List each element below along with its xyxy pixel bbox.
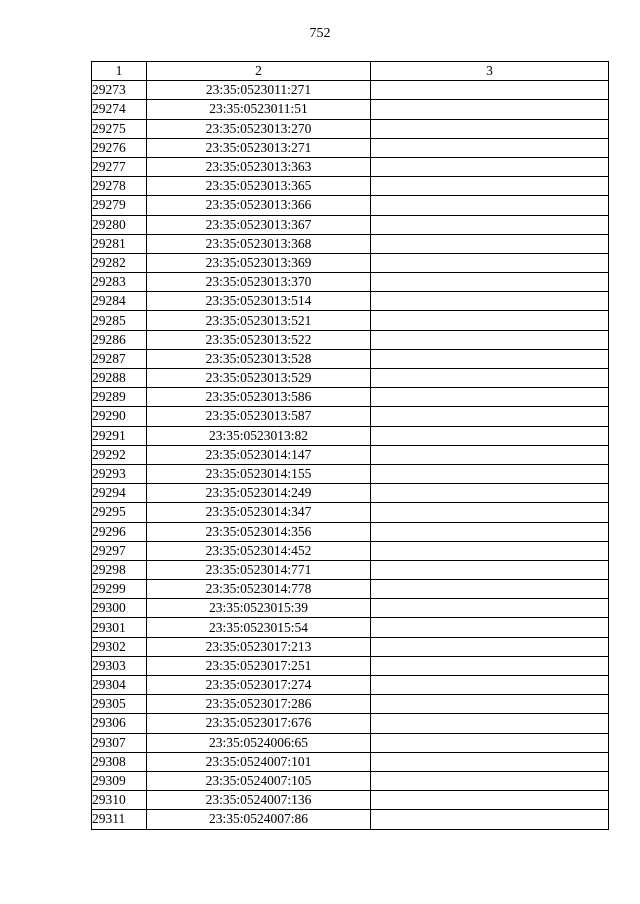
note-cell (371, 445, 609, 464)
row-number-cell: 29307 (92, 733, 147, 752)
note-cell (371, 541, 609, 560)
table-row (92, 599, 609, 618)
note-cell (371, 234, 609, 253)
cadastral-number-cell: 23:35:0523014:356 (147, 522, 371, 541)
row-number-cell: 29304 (92, 676, 147, 695)
table-row (92, 522, 609, 541)
row-number-cell: 29276 (92, 138, 147, 157)
table-row (92, 637, 609, 656)
cadastral-number-cell: 23:35:0523013:271 (147, 138, 371, 157)
row-number-cell: 29284 (92, 292, 147, 311)
row-number-cell: 29280 (92, 215, 147, 234)
row-number-cell: 29287 (92, 349, 147, 368)
row-number-cell: 29278 (92, 177, 147, 196)
row-number-cell: 29283 (92, 273, 147, 292)
cadastral-number-cell: 23:35:0523014:347 (147, 503, 371, 522)
table-body (92, 81, 609, 829)
note-cell (371, 330, 609, 349)
table-row (92, 618, 609, 637)
cadastral-number-cell: 23:35:0523013:522 (147, 330, 371, 349)
note-cell (371, 810, 609, 829)
row-number-cell: 29293 (92, 464, 147, 483)
row-number-cell: 29274 (92, 100, 147, 119)
table-row (92, 484, 609, 503)
row-number-cell: 29303 (92, 656, 147, 675)
row-number-cell: 29302 (92, 637, 147, 656)
cadastral-number-cell: 23:35:0523017:251 (147, 656, 371, 675)
row-number-cell: 29292 (92, 445, 147, 464)
cadastral-number-cell: 23:35:0523014:147 (147, 445, 371, 464)
note-cell (371, 580, 609, 599)
note-cell (371, 464, 609, 483)
note-cell (371, 484, 609, 503)
table-row (92, 464, 609, 483)
note-cell (371, 791, 609, 810)
cadastral-number-cell: 23:35:0523013:270 (147, 119, 371, 138)
note-cell (371, 311, 609, 330)
note-cell (371, 618, 609, 637)
note-cell (371, 752, 609, 771)
row-number-cell: 29296 (92, 522, 147, 541)
cadastral-number-cell: 23:35:0523017:676 (147, 714, 371, 733)
table-row (92, 349, 609, 368)
row-number-cell: 29297 (92, 541, 147, 560)
note-cell (371, 695, 609, 714)
note-cell (371, 599, 609, 618)
cadastral-number-cell: 23:35:0524007:101 (147, 752, 371, 771)
note-cell (371, 369, 609, 388)
row-number-cell: 29291 (92, 426, 147, 445)
note-cell (371, 426, 609, 445)
cadastral-number-cell: 23:35:0523011:271 (147, 81, 371, 100)
row-number-cell: 29286 (92, 330, 147, 349)
cadastral-number-cell: 23:35:0523014:771 (147, 560, 371, 579)
note-cell (371, 100, 609, 119)
row-number-cell: 29306 (92, 714, 147, 733)
table-row (92, 695, 609, 714)
table-row (92, 369, 609, 388)
cadastral-number-cell: 23:35:0523017:213 (147, 637, 371, 656)
table-row (92, 445, 609, 464)
row-number-cell: 29288 (92, 369, 147, 388)
row-number-cell: 29300 (92, 599, 147, 618)
cadastral-number-cell: 23:35:0523017:286 (147, 695, 371, 714)
note-cell (371, 81, 609, 100)
table-row (92, 292, 609, 311)
cadastral-number-cell: 23:35:0523013:370 (147, 273, 371, 292)
table-row (92, 81, 609, 100)
note-cell (371, 196, 609, 215)
cadastral-number-cell: 23:35:0523014:452 (147, 541, 371, 560)
table-row (92, 157, 609, 176)
table-row (92, 196, 609, 215)
cadastral-number-cell: 23:35:0523014:778 (147, 580, 371, 599)
note-cell (371, 138, 609, 157)
cadastral-number-cell: 23:35:0523013:366 (147, 196, 371, 215)
cadastral-table (91, 61, 609, 830)
note-cell (371, 292, 609, 311)
row-number-cell: 29311 (92, 810, 147, 829)
note-cell (371, 349, 609, 368)
note-cell (371, 253, 609, 272)
row-number-cell: 29310 (92, 791, 147, 810)
cadastral-number-cell: 23:35:0523013:586 (147, 388, 371, 407)
table-row (92, 253, 609, 272)
row-number-cell: 29299 (92, 580, 147, 599)
table-row (92, 100, 609, 119)
table-row (92, 407, 609, 426)
table-row (92, 311, 609, 330)
table-row (92, 752, 609, 771)
table-row (92, 541, 609, 560)
row-number-cell: 29273 (92, 81, 147, 100)
row-number-cell: 29294 (92, 484, 147, 503)
cadastral-number-cell: 23:35:0523013:514 (147, 292, 371, 311)
row-number-cell: 29290 (92, 407, 147, 426)
cadastral-number-cell: 23:35:0523013:82 (147, 426, 371, 445)
table-row (92, 177, 609, 196)
cadastral-number-cell: 23:35:0523013:528 (147, 349, 371, 368)
table-row (92, 656, 609, 675)
row-number-cell: 29275 (92, 119, 147, 138)
cadastral-number-cell: 23:35:0523011:51 (147, 100, 371, 119)
cadastral-number-cell: 23:35:0523017:274 (147, 676, 371, 695)
row-number-cell: 29285 (92, 311, 147, 330)
table-row (92, 388, 609, 407)
table-row (92, 733, 609, 752)
note-cell (371, 714, 609, 733)
note-cell (371, 637, 609, 656)
note-cell (371, 733, 609, 752)
note-cell (371, 771, 609, 790)
cadastral-number-cell: 23:35:0523013:365 (147, 177, 371, 196)
column-header-1: 1 (92, 62, 147, 81)
note-cell (371, 676, 609, 695)
cadastral-number-cell: 23:35:0524006:65 (147, 733, 371, 752)
column-header-3: 3 (371, 62, 609, 81)
table-row (92, 273, 609, 292)
table-row (92, 215, 609, 234)
cadastral-number-cell: 23:35:0523014:155 (147, 464, 371, 483)
row-number-cell: 29295 (92, 503, 147, 522)
note-cell (371, 215, 609, 234)
column-header-2: 2 (147, 62, 371, 81)
cadastral-number-cell: 23:35:0523013:587 (147, 407, 371, 426)
note-cell (371, 503, 609, 522)
note-cell (371, 388, 609, 407)
table-row (92, 234, 609, 253)
row-number-cell: 29289 (92, 388, 147, 407)
note-cell (371, 560, 609, 579)
note-cell (371, 119, 609, 138)
row-number-cell: 29305 (92, 695, 147, 714)
table-row (92, 119, 609, 138)
table-row (92, 503, 609, 522)
note-cell (371, 407, 609, 426)
table-header-row (92, 62, 609, 81)
table-row (92, 426, 609, 445)
row-number-cell: 29298 (92, 560, 147, 579)
cadastral-number-cell: 23:35:0524007:105 (147, 771, 371, 790)
table-row (92, 791, 609, 810)
cadastral-number-cell: 23:35:0523013:367 (147, 215, 371, 234)
row-number-cell: 29277 (92, 157, 147, 176)
table-row (92, 771, 609, 790)
note-cell (371, 656, 609, 675)
table-row (92, 560, 609, 579)
row-number-cell: 29309 (92, 771, 147, 790)
cadastral-number-cell: 23:35:0524007:136 (147, 791, 371, 810)
table-row (92, 714, 609, 733)
cadastral-number-cell: 23:35:0523014:249 (147, 484, 371, 503)
table-row (92, 138, 609, 157)
cadastral-number-cell: 23:35:0523013:369 (147, 253, 371, 272)
cadastral-number-cell: 23:35:0523013:363 (147, 157, 371, 176)
table-row (92, 676, 609, 695)
row-number-cell: 29281 (92, 234, 147, 253)
row-number-cell: 29279 (92, 196, 147, 215)
cadastral-number-cell: 23:35:0523013:368 (147, 234, 371, 253)
note-cell (371, 273, 609, 292)
note-cell (371, 177, 609, 196)
table-row (92, 580, 609, 599)
table-row (92, 330, 609, 349)
table-row (92, 810, 609, 829)
row-number-cell: 29282 (92, 253, 147, 272)
cadastral-number-cell: 23:35:0523013:521 (147, 311, 371, 330)
cadastral-number-cell: 23:35:0523015:54 (147, 618, 371, 637)
note-cell (371, 157, 609, 176)
page-number: 752 (309, 26, 331, 41)
cadastral-number-cell: 23:35:0523013:529 (147, 369, 371, 388)
row-number-cell: 29301 (92, 618, 147, 637)
note-cell (371, 522, 609, 541)
cadastral-number-cell: 23:35:0523015:39 (147, 599, 371, 618)
cadastral-number-cell: 23:35:0524007:86 (147, 810, 371, 829)
row-number-cell: 29308 (92, 752, 147, 771)
